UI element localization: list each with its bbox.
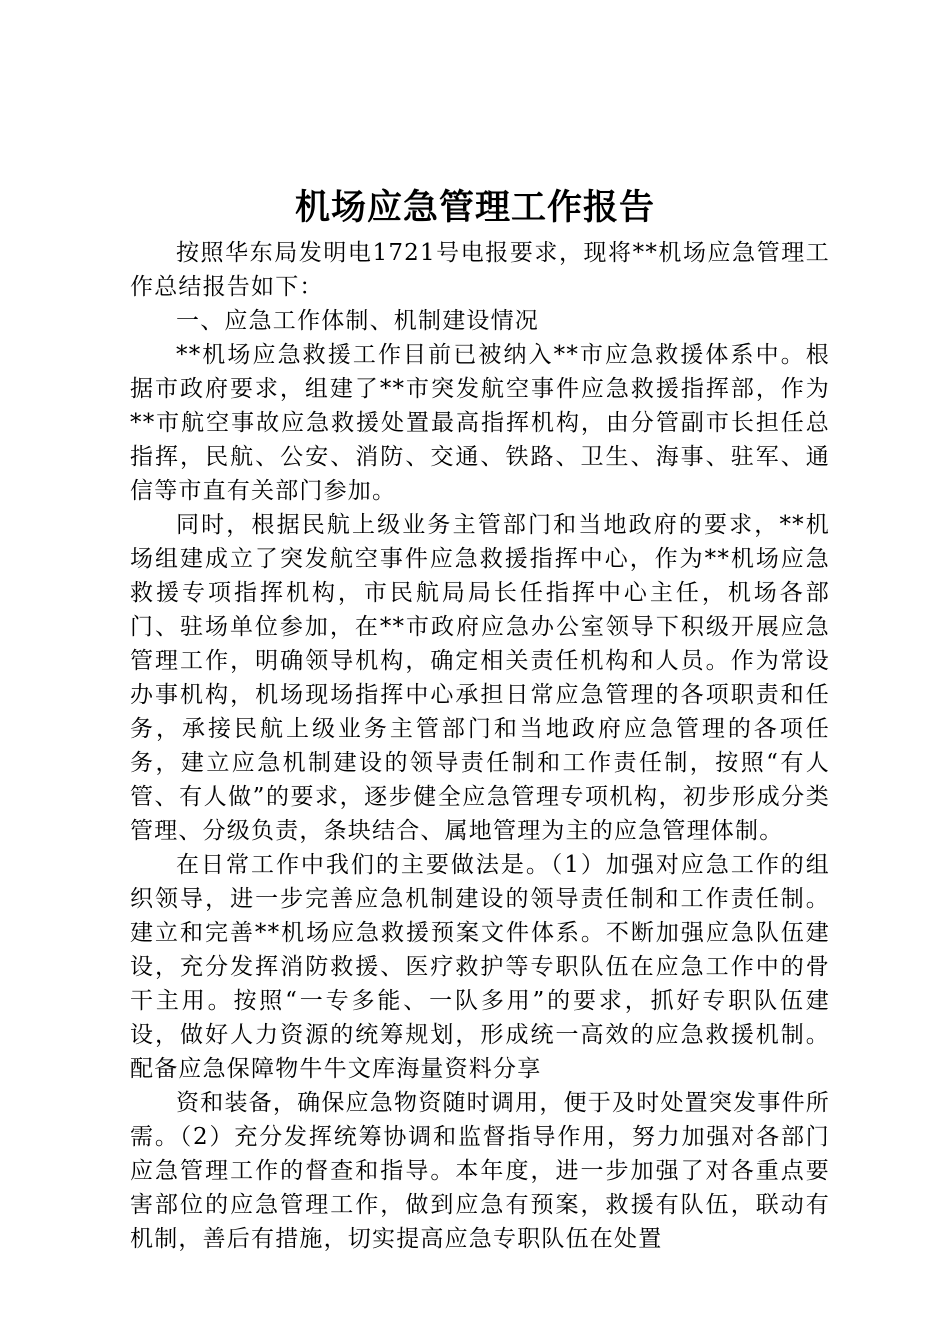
paragraph: 在日常工作中我们的主要做法是。（1）加强对应急工作的组织领导，进一步完善应急机制建设的领导责任制和工作责任制。建立和完善**机场应急救援预案文件体系。不断加强应急队伍建设，充分发挥消防救援、医疗救护等专职队伍在应急工作中的骨干主用。按照“一专多能、一队多用”的要求，抓好专职队伍建设，做好人力资源的统筹规划，形成统一高效的应急救援机制。配备应急保障物牛牛文库海量资料分享 [130, 852, 830, 1082]
paragraph: **机场应急救援工作目前已被纳入**市应急救援体系中。根据市政府要求，组建了**市突发航空事件应急救援指挥部，作为**市航空事故应急救援处置最高指挥机构，由分管副市长担任总指挥，民航、公安、消防、交通、铁路、卫生、海事、驻军、通信等市直有关部门参加。 [130, 342, 830, 504]
document-title: 机场应急管理工作报告 [294, 187, 655, 228]
paragraph-intro: 按照华东局发明电1721号电报要求，现将**机场应急管理工作总结报告如下： [130, 240, 830, 300]
section-heading-1: 一、应急工作体制、机制建设情况 [176, 308, 539, 334]
paragraph: 同时，根据民航上级业务主管部门和当地政府的要求，**机场组建成立了突发航空事件应急救援指挥中心，作为**机场应急救援专项指挥机构，市民航局局长任指挥中心主任，机场各部门、驻场单位参加，在**市政府应急办公室领导下积级开展应急管理工作，明确领导机构，确定相关责任机构和人员。作为常设办事机构，机场现场指挥中心承担日常应急管理的各项职责和任务，承接民航上级业务主管部门和当地政府应急管理的各项任务，建立应急机制建设的领导责任制和工作责任制，按照“有人管、有人做”的要求，逐步健全应急管理专项机构，初步形成分类管理、分级负责，条块结合、属地管理为主的应急管理体制。 [130, 512, 830, 844]
document-body [130, 236, 830, 1256]
paragraph: 资和装备，确保应急物资随时调用，便于及时处置突发事件所需。（2）充分发挥统筹协调和监督指导作用，努力加强对各部门应急管理工作的督查和指导。本年度，进一步加强了对各重点要害部位的应急管理工作，做到应急有预案，救援有队伍，联动有机制，善后有措施，切实提高应急专职队伍在处置 [130, 1090, 830, 1252]
